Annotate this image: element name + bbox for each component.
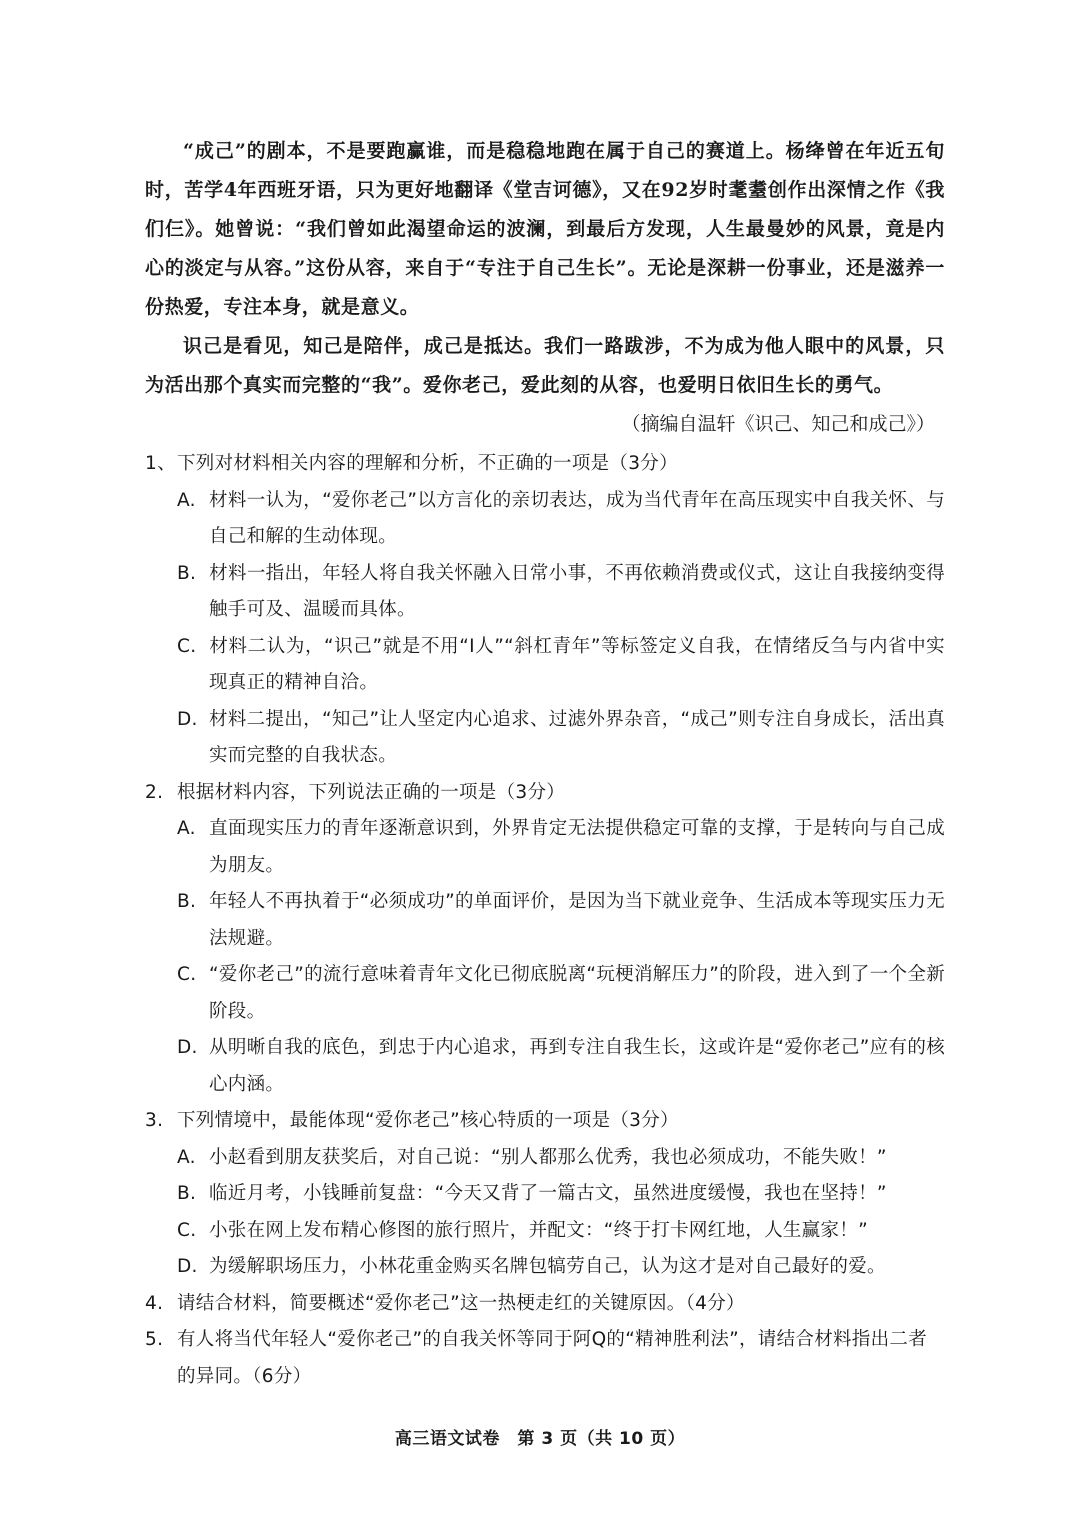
passage-paragraph: “成己”的剧本，不是要跑赢谁，而是稳稳地跑在属于自己的赛道上。杨绛曾在年近五旬时，苦学4年西班牙语，只为更好地翻译《堂吉诃德》，又在92岁时耄耋创作出深情之作《我们仨》。她曾说：“我们曾如此渴望命运的波澜，到最后方发现，人生最曼妙的风景，竟是内心的淡定与从容。”这份从容，来自于“专注于自己生长”。无论是深耕一份事业，还是滋养一份热爱，专注本身，就是意义。: [145, 140, 945, 318]
option-a: [145, 811, 945, 884]
passage-source: （摘编自温轩《识己、知己和成己》）: [621, 413, 935, 435]
question-list: [145, 446, 945, 1395]
option-letter: B.: [177, 1183, 197, 1204]
question-4: [145, 1286, 945, 1323]
passage-paragraph: 识己是看见，知己是陪伴，成己是抵达。我们一路跋涉，不为成为他人眼中的风景，只为活出那个真实而完整的“我”。爱你老己，爱此刻的从容，也爱明日依旧生长的勇气。: [145, 335, 945, 396]
option-letter: A.: [177, 818, 196, 839]
option-letter: A.: [177, 1146, 196, 1168]
option-text: 为缓解职场压力，小林花重金购买名牌包犒劳自己，认为这才是对自己最好的爱。: [209, 1256, 886, 1277]
question-stem: 根据材料内容，下列说法正确的一项是（3分）: [177, 781, 566, 803]
question-1: [145, 446, 945, 775]
option-text: 临近月考，小钱睡前复盘：“今天又背了一篇古文，虽然进度缓慢，我也在坚持！”: [209, 1183, 887, 1204]
question-number: 2.: [145, 781, 164, 803]
option-c: [145, 629, 945, 702]
option-text: 材料一认为，“爱你老己”以方言化的亲切表达，成为当代青年在高压现实中自我关怀、与自己和解的生动体现。: [209, 489, 945, 547]
option-text: 小赵看到朋友获奖后，对自己说：“别人都那么优秀，我也必须成功，不能失败！”: [209, 1146, 887, 1168]
question-5: [145, 1322, 945, 1395]
question-number: 1、: [145, 453, 176, 474]
option-c: [145, 957, 945, 1030]
option-letter: D.: [177, 1256, 198, 1277]
option-a: [145, 1140, 945, 1177]
option-letter: C.: [177, 1219, 197, 1241]
option-c: [145, 1213, 945, 1250]
question-number: 5.: [145, 1329, 164, 1350]
question-stem: 有人将当代年轻人“爱你老己”的自我关怀等同于阿Q的“精神胜利法”，请结合材料指出二者的异同。（6分）: [177, 1329, 928, 1387]
question-stem: 请结合材料，简要概述“爱你老己”这一热梗走红的关键原因。（4分）: [177, 1292, 745, 1314]
option-text: 材料二认为，“识己”就是不用“I人”“斜杠青年”等标签定义自我，在情绪反刍与内省中实现真正的精神自洽。: [209, 635, 945, 693]
option-text: 小张在网上发布精心修图的旅行照片，并配文：“终于打卡网红地，人生赢家！”: [209, 1219, 868, 1241]
option-text: 材料一指出，年轻人将自我关怀融入日常小事，不再依赖消费或仪式，这让自我接纳变得触手可及、温暖而具体。: [209, 562, 945, 620]
option-text: 从明晰自我的底色，到忠于内心追求，再到专注自我生长，这或许是“爱你老己”应有的核心内涵。: [209, 1037, 945, 1095]
question-number: 3.: [145, 1110, 164, 1131]
question-3: [145, 1103, 945, 1286]
question-2: [145, 775, 945, 1104]
option-letter: C.: [177, 635, 197, 657]
option-text: “爱你老己”的流行意味着青年文化已彻底脱离“玩梗消解压力”的阶段，进入到了一个全新阶段。: [209, 964, 945, 1022]
option-a: [145, 483, 945, 556]
option-b: [145, 556, 945, 629]
option-letter: D.: [177, 708, 198, 730]
option-letter: C.: [177, 964, 197, 985]
option-letter: D.: [177, 1037, 198, 1058]
option-b: [145, 884, 945, 957]
option-d: [145, 702, 945, 775]
page-footer: 高三语文试卷 第 3 页（共 10 页）: [394, 1429, 686, 1449]
option-b: [145, 1176, 945, 1213]
question-stem: 下列对材料相关内容的理解和分析，不正确的一项是（3分）: [177, 453, 678, 474]
reading-passage: [145, 132, 945, 405]
option-letter: B.: [177, 562, 197, 584]
option-letter: A.: [177, 489, 196, 511]
option-text: 直面现实压力的青年逐渐意识到，外界肯定无法提供稳定可靠的支撑，于是转向与自己成为朋友。: [209, 818, 945, 876]
option-d: [145, 1249, 945, 1286]
option-letter: B.: [177, 891, 197, 912]
question-stem: 下列情境中，最能体现“爱你老己”核心特质的一项是（3分）: [177, 1110, 679, 1131]
question-number: 4.: [145, 1292, 164, 1314]
option-text: 材料二提出，“知己”让人坚定内心追求、过滤外界杂音，“成己”则专注自身成长，活出真实而完整的自我状态。: [209, 708, 945, 766]
option-text: 年轻人不再执着于“必须成功”的单面评价，是因为当下就业竞争、生活成本等现实压力无法规避。: [209, 891, 945, 949]
option-d: [145, 1030, 945, 1103]
